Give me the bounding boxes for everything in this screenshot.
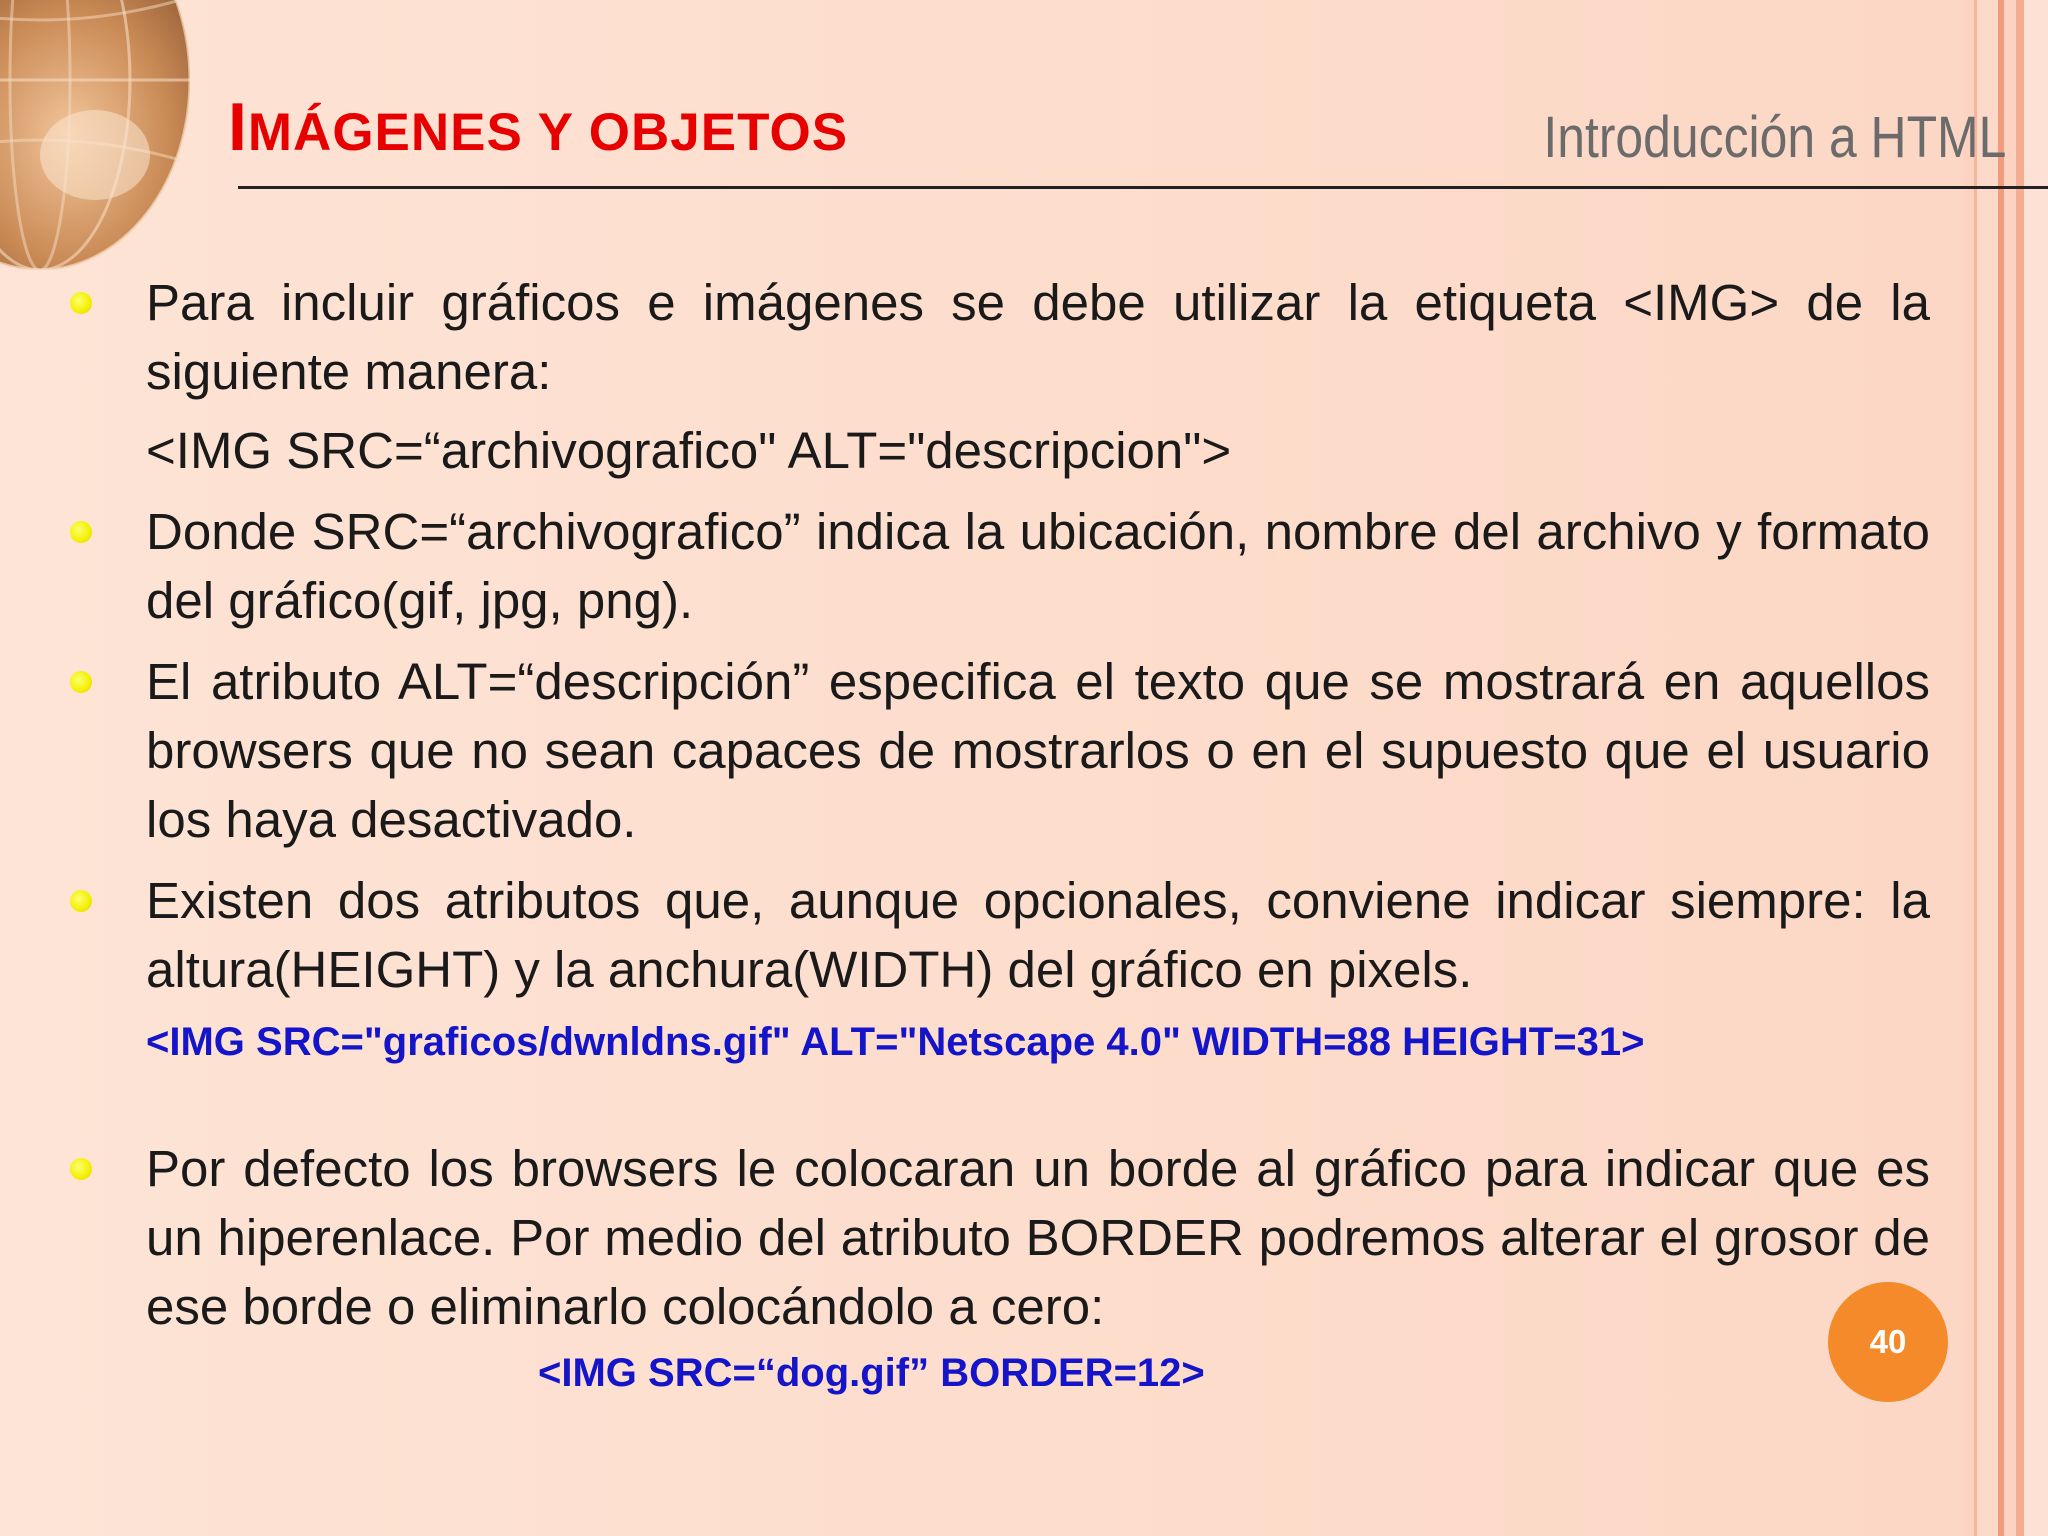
slide-title-initial: I [228,89,248,165]
img-tag-example: <IMG SRC=“archivografico" ALT="descripcion"> [146,422,1232,479]
page-number-badge: 40 [1828,1282,1948,1402]
code-example: <IMG SRC=“dog.gif” BORDER=12> [538,1351,1205,1395]
bullet-item [146,1134,1930,1341]
bullet-item [146,268,1930,406]
bullet-dot-icon [70,1158,92,1180]
slide-title [228,88,848,166]
bullet-text: El atributo ALT=“descripción” especifica el texto que se mostrará en aquellos browsers que no sean capaces de mostrarlos o en el supuesto que el usuario los haya desactivado. [146,653,1930,848]
bullet-text: Por defecto los browsers le colocaran un borde al gráfico para indicar que es un hiperenlace. Por medio del atributo BORDER podremos alterar el grosor de ese borde o eliminarlo colocándolo a cero: [146,1140,1930,1335]
bullet-item [146,497,1930,635]
slide-content [146,268,1930,1401]
slide-subtitle: Introducción a HTML [1543,105,2006,170]
bullet-dot-icon [70,890,92,912]
header-divider [238,186,2048,189]
bullet-text: Para incluir gráficos e imágenes se debe utilizar la etiqueta <IMG> de la siguiente manera: [146,274,1930,400]
globe-icon [0,0,190,270]
code-example: <IMG SRC="graficos/dwnldns.gif" ALT="Netscape 4.0" WIDTH=88 HEIGHT=31> [146,1020,1645,1064]
bullet-text: Existen dos atributos que, aunque opcionales, conviene indicar siempre: la altura(HEIGHT) y la anchura(WIDTH) del gráfico en pixels. [146,872,1930,998]
bullet-dot-icon [70,521,92,543]
bullet-text: Donde SRC=“archivografico” indica la ubicación, nombre del archivo y formato del gráfico(gif, jpg, png). [146,503,1930,629]
bullet-item [146,866,1930,1004]
bullet-item [146,647,1930,854]
bullet-dot-icon [70,292,92,314]
slide-title-rest: MÁGENES Y OBJETOS [247,103,849,162]
decorative-stripes [1964,0,2048,1536]
bullet-dot-icon [70,671,92,693]
